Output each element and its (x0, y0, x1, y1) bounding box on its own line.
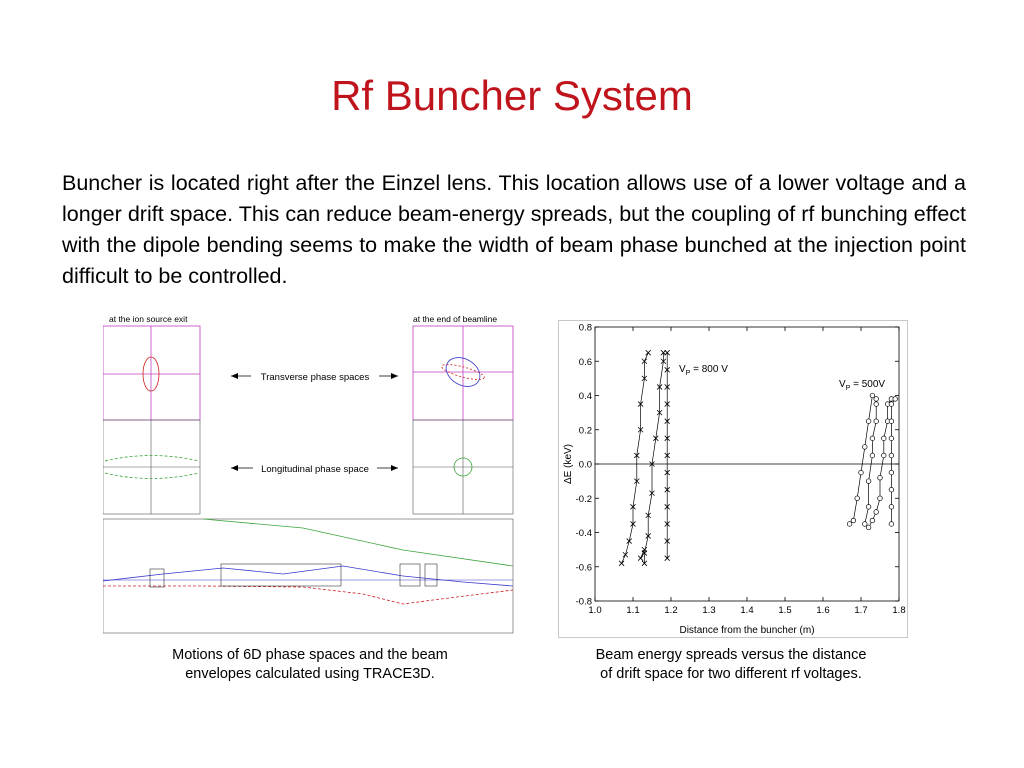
data-point-o (870, 393, 875, 398)
data-point-o (889, 470, 894, 475)
data-point-o (889, 505, 894, 510)
slide-title: Rf Buncher System (331, 72, 693, 119)
x-tick-label: 1.6 (816, 605, 830, 616)
longitudinal-label: Longitudinal phase space (261, 464, 369, 475)
series-label-500v: $V_P = 500V$ (839, 379, 886, 392)
trace3d-diagram (103, 314, 515, 634)
x-tick-label: 1.8 (892, 605, 906, 616)
data-point-o (874, 510, 879, 515)
x-axis-label: Distance from the buncher (m) (679, 625, 815, 636)
data-point-o (889, 487, 894, 492)
y-tick-label: -0.2 (575, 493, 592, 505)
data-point-o (893, 397, 898, 402)
transverse-arrow (231, 369, 398, 383)
data-point-o (889, 453, 894, 458)
x-tick-label: 1.5 (778, 605, 792, 616)
y-tick-label: 0.8 (578, 322, 592, 334)
source-exit-label: at the ion source exit (109, 314, 188, 324)
data-point-o (866, 419, 871, 424)
y-tick-label: 0.6 (578, 356, 592, 368)
data-point-o (870, 518, 875, 523)
data-point-o (874, 402, 879, 407)
y-axis-label: ΔE (keV) (563, 443, 574, 485)
data-point-o (889, 419, 894, 424)
body-paragraph: Buncher is located right after the Einzel lens. This location allows use of a lower voltage and a longer drift space. This can reduce beam-energy spreads, but the coupling of rf bunching effect with the dipole bending seems to make the width of beam phase bunched at the injection point difficult to be controlled. (62, 171, 966, 288)
end-phase-panels (413, 326, 513, 514)
data-point-o (866, 525, 871, 530)
y-tick-label: -0.6 (575, 562, 592, 574)
y-tick-label: -0.4 (575, 528, 592, 539)
x-tick-label: 1.7 (854, 605, 868, 616)
x-tick-label: 1.4 (740, 605, 754, 616)
x-tick-label: 1.3 (702, 605, 716, 616)
data-point-x (623, 552, 628, 557)
data-point-o (866, 505, 871, 510)
x-tick-label: 1.2 (664, 605, 678, 616)
data-point-o (863, 445, 868, 450)
data-point-o (878, 496, 883, 501)
data-point-o (870, 436, 875, 441)
x-tick-label: 1.1 (626, 605, 640, 616)
y-tick-label: 0.4 (578, 391, 592, 402)
y-tick-label: -0.8 (575, 596, 592, 608)
data-point-o (863, 522, 868, 527)
data-point-o (878, 475, 883, 480)
source-phase-panels (103, 326, 200, 514)
data-point-o (874, 397, 879, 402)
data-point-o (889, 436, 894, 441)
trace3d-figure (103, 314, 515, 634)
series-line-1 (869, 399, 892, 528)
series-line-0 (644, 353, 663, 564)
data-point-o (889, 402, 894, 407)
data-point-o (847, 522, 852, 527)
data-point-o (859, 470, 864, 475)
data-point-o (889, 522, 894, 527)
longitudinal-arrow (231, 461, 398, 475)
energy-spread-chart (558, 320, 908, 638)
left-caption: Motions of 6D phase spaces and the beam envelopes calculated using TRACE3D. (172, 647, 448, 682)
y-tick-label: 0.0 (578, 459, 592, 471)
data-point-o (870, 453, 875, 458)
end-beamline-label: at the end of beamline (413, 314, 498, 324)
envelope-plot (103, 519, 513, 633)
transverse-label: Transverse phase spaces (260, 372, 370, 383)
chart-svg (559, 321, 907, 637)
series-line-0 (622, 353, 649, 564)
y-tick-label: 0.2 (578, 425, 592, 437)
data-point-x (619, 561, 624, 566)
data-point-o (874, 419, 879, 424)
data-point-o (882, 453, 887, 458)
data-point-x (642, 547, 647, 552)
data-point-x (627, 539, 632, 544)
data-point-o (866, 479, 871, 484)
x-tick-label: 1.0 (588, 605, 602, 616)
data-point-o (855, 496, 860, 501)
right-caption: Beam energy spreads versus the distance of drift space for two different rf voltages. (595, 647, 867, 682)
data-point-x (646, 350, 651, 355)
data-point-x (638, 556, 643, 561)
data-point-o (851, 518, 856, 523)
data-point-o (882, 436, 887, 441)
series-label-800v: $V_P = 800$ V (679, 364, 728, 377)
